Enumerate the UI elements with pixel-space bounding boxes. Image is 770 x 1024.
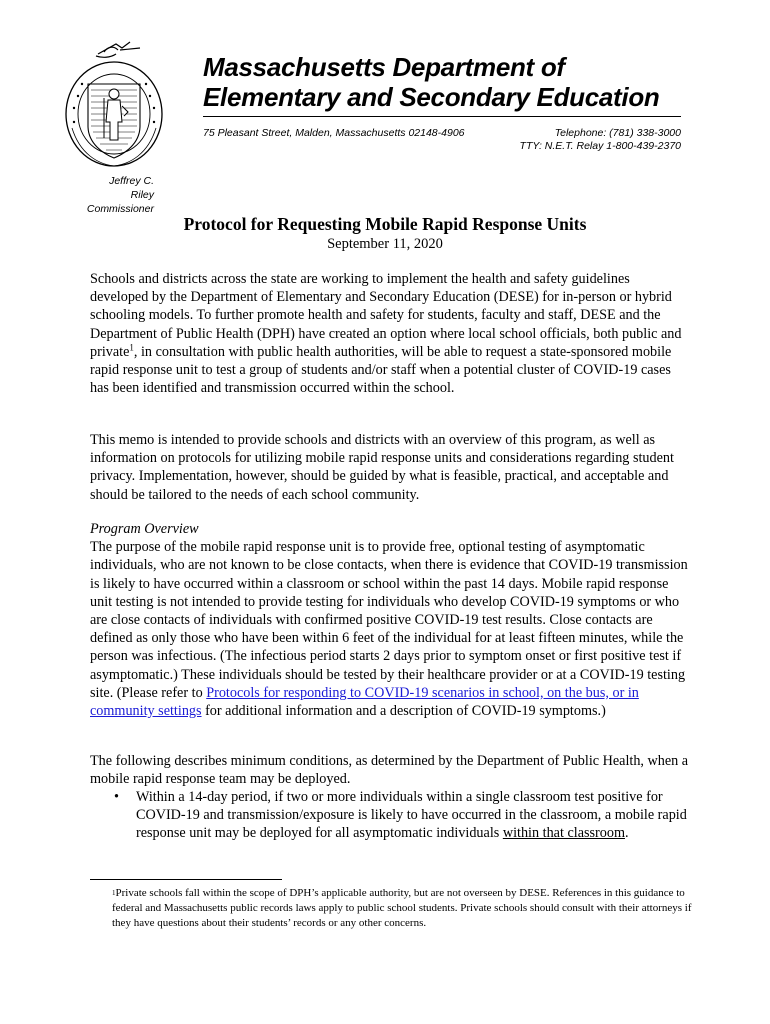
protocols-link[interactable]: Protocols for responding to COVID-19 scenarios in school, on the bus, or in community settings	[90, 684, 639, 720]
footnote	[112, 886, 692, 931]
conditions-paragraph	[90, 752, 690, 788]
department-name-line1: Massachusetts Department of	[203, 52, 565, 82]
list-item	[90, 788, 690, 843]
bullet-icon: •	[114, 789, 119, 805]
address: 75 Pleasant Street, Malden, Massachusetts 02148-4906	[203, 127, 465, 139]
footnote-divider	[90, 879, 282, 880]
intro-text-before: Schools and districts across the state are working to implement the health and safety guidelines developed by the Department of Elementary and Secondary Education (DESE) for in-person or hybrid schooling models. To further promote health and safety for students, faculty and staff, DESE and the Department of Public Health (DPH) have created an option where local school officials, both public and private	[90, 271, 682, 360]
seal-figure	[104, 89, 128, 140]
sword-arm-crest	[96, 42, 140, 57]
conditions-text: The following describes minimum conditions, as determined by the Department of Public Health, when a mobile rapid response team may be deployed.	[90, 753, 689, 788]
header-divider	[203, 116, 681, 117]
program-overview-heading: Program Overview	[90, 521, 199, 537]
footnote-reference: 1	[129, 342, 134, 353]
massachusetts-seal	[58, 36, 170, 170]
commissioner-title: Commissioner	[86, 203, 154, 215]
intro-paragraph	[90, 270, 690, 397]
memo-paragraph	[90, 431, 690, 504]
footnote-mark: 1	[112, 889, 116, 897]
department-name-line2: Elementary and Secondary Education	[203, 82, 660, 112]
program-overview-text: The purpose of the mobile rapid response unit is to provide free, optional testing of asymptomatic individuals, who are not known to be close contacts, when there is evidence that COVID-19 transmission is likely to have occurred within a classroom or school within the past 14 days. Mobile rapid response unit testing is not intended to provide testing for individuals who develop COVID-19 symptoms or who are close contacts of individuals with confirmed positive COVID-19 test results. Close contacts are defined as only those who have been within 6 feet of the individual for at least fifteen minutes, while the person was infectious. (The infectious period starts 2 days prior to symptom onset or first positive test if asymptomatic.) These individuals should be tested by their healthcare provider or at a COVID-19 testing site. (Please refer to	[90, 539, 688, 701]
intro-text-after: , in consultation with public health authorities, will be able to request a state-sponsored mobile rapid response unit to test a group of students and/or staff when a potential cluster of COVID-19 cases has been identified and transmission occurred within the school.	[90, 343, 672, 397]
conditions-list	[90, 788, 690, 843]
program-overview-section	[90, 520, 690, 720]
list-item-end: .	[624, 825, 629, 842]
list-item-emphasis: within that classroom	[502, 825, 625, 842]
tty: TTY: N.E.T. Relay 1-800-439-2370	[519, 140, 681, 152]
memo-text: This memo is intended to provide schools and districts with an overview of this program, as well as information on protocols for utilizing mobile rapid response units and considerations regarding student privacy. Implementation, however, should be guided by what is feasible, practical, and acceptable and should be tailored to the needs of each school community.	[90, 432, 674, 503]
document-date: September 11, 2020	[327, 236, 443, 252]
list-item-text: Within a 14-day period, if two or more individuals within a single classroom test positive for COVID-19 and transmission/exposure is likely to have occurred in the classroom, a mobile rapid response unit may be deployed for all asymptomatic individuals	[136, 789, 687, 842]
document-title: Protocol for Requesting Mobile Rapid Response Units	[183, 214, 587, 234]
footnote-text: Private schools fall within the scope of DPH’s applicable authority, but are not overseen by DESE. References in this guidance to federal and Massachusetts public records laws apply to public school students. Private schools should consult with their attorneys if they have questions about their students’ records or any other concerns.	[112, 887, 692, 929]
commissioner-name: Jeffrey C. Riley	[109, 175, 154, 201]
program-overview-text-end: for additional information and a description of COVID-19 symptoms.)	[205, 703, 606, 720]
department-name	[203, 52, 703, 112]
contact-info	[520, 127, 681, 153]
commissioner-block	[84, 174, 154, 216]
telephone: Telephone: (781) 338-3000	[554, 127, 681, 139]
